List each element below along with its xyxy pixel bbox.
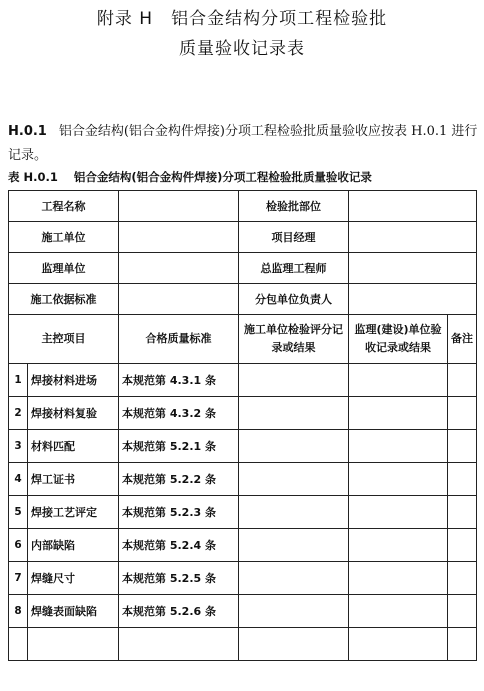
clause-paragraph [8,120,478,168]
remark-cell[interactable] [448,562,477,595]
project-manager-label: 项目经理 [239,222,349,253]
supervisor-record-cell[interactable] [349,364,448,397]
clause-number: H.0.1 [8,124,47,139]
clause-text: 铝合金结构(铝合金构件焊接)分项工程检验批质量验收应按表 H.0.1 进行记录。 [8,124,478,163]
acceptance-record-table [8,190,477,661]
item-number: 3 [9,430,28,463]
table-row [9,463,477,496]
item-number: 1 [9,364,28,397]
table-row [9,430,477,463]
supervisor-unit-field[interactable] [119,253,239,284]
item-standard: 本规范第 5.2.1 条 [119,430,239,463]
contractor-record-cell[interactable] [239,397,349,430]
standard-field[interactable] [119,284,239,315]
table-caption [8,169,372,185]
empty-cell[interactable] [349,628,448,661]
project-name-field[interactable] [119,191,239,222]
item-number: 7 [9,562,28,595]
empty-cell[interactable] [239,628,349,661]
supervisor-record-cell[interactable] [349,430,448,463]
item-name: 焊接工艺评定 [28,496,119,529]
chief-engineer-field[interactable] [349,253,477,284]
info-row [9,253,477,284]
contractor-record-cell[interactable] [239,463,349,496]
contractor-record-cell[interactable] [239,364,349,397]
item-standard: 本规范第 5.2.5 条 [119,562,239,595]
contractor-record-cell[interactable] [239,595,349,628]
header-row [9,315,477,364]
remark-cell[interactable] [448,496,477,529]
info-row [9,191,477,222]
table-row [9,496,477,529]
chief-engineer-label: 总监理工程师 [239,253,349,284]
item-standard: 本规范第 5.2.6 条 [119,595,239,628]
table-number: 表 H.0.1 [8,170,58,184]
contractor-record-cell[interactable] [239,496,349,529]
table-row [9,595,477,628]
item-number: 6 [9,529,28,562]
quality-standard-header: 合格质量标准 [119,315,239,364]
remark-cell[interactable] [448,430,477,463]
supervisor-record-cell[interactable] [349,529,448,562]
item-name: 焊缝表面缺陷 [28,595,119,628]
item-standard: 本规范第 4.3.2 条 [119,397,239,430]
remark-cell[interactable] [448,364,477,397]
empty-cell[interactable] [119,628,239,661]
contractor-label: 施工单位 [9,222,119,253]
item-name: 材料匹配 [28,430,119,463]
remark-cell[interactable] [448,463,477,496]
empty-cell [9,628,28,661]
info-row [9,222,477,253]
item-standard: 本规范第 4.3.1 条 [119,364,239,397]
item-number: 4 [9,463,28,496]
item-standard: 本规范第 5.2.3 条 [119,496,239,529]
supervisor-unit-label: 监理单位 [9,253,119,284]
table-title: 铝合金结构(铝合金构件焊接)分项工程检验批质量验收记录 [73,170,372,184]
empty-cell[interactable] [448,628,477,661]
table-row [9,562,477,595]
appendix-subtitle: 质量验收记录表 [179,39,305,59]
supervisor-record-cell[interactable] [349,595,448,628]
item-name: 焊接材料进场 [28,364,119,397]
table-row-empty [9,628,477,661]
table-row [9,364,477,397]
sub-contractor-label: 分包单位负责人 [239,284,349,315]
contractor-record-cell[interactable] [239,562,349,595]
remark-cell[interactable] [448,595,477,628]
remark-cell[interactable] [448,397,477,430]
project-manager-field[interactable] [349,222,477,253]
table-row [9,529,477,562]
item-name: 焊缝尺寸 [28,562,119,595]
supervisor-record-cell[interactable] [349,463,448,496]
item-name: 焊工证书 [28,463,119,496]
batch-location-label: 检验批部位 [239,191,349,222]
item-name: 焊接材料复验 [28,397,119,430]
supervisor-record-header: 监理(建设)单位验收记录或结果 [349,315,448,364]
contractor-field[interactable] [119,222,239,253]
contractor-record-cell[interactable] [239,529,349,562]
main-item-header: 主控项目 [9,315,119,364]
contractor-record-cell[interactable] [239,430,349,463]
sub-contractor-field[interactable] [349,284,477,315]
supervisor-record-cell[interactable] [349,562,448,595]
item-standard: 本规范第 5.2.4 条 [119,529,239,562]
supervisor-record-cell[interactable] [349,397,448,430]
remark-header: 备注 [448,315,477,364]
batch-location-field[interactable] [349,191,477,222]
item-name: 内部缺陷 [28,529,119,562]
item-number: 2 [9,397,28,430]
item-number: 8 [9,595,28,628]
supervisor-record-cell[interactable] [349,496,448,529]
item-standard: 本规范第 5.2.2 条 [119,463,239,496]
standard-label: 施工依据标准 [9,284,119,315]
empty-cell[interactable] [28,628,119,661]
project-name-label: 工程名称 [9,191,119,222]
table-row [9,397,477,430]
appendix-title: 附录 H 铝合金结构分项工程检验批 [96,9,388,29]
info-row [9,284,477,315]
contractor-record-header: 施工单位检验评分记录或结果 [239,315,349,364]
item-number: 5 [9,496,28,529]
remark-cell[interactable] [448,529,477,562]
